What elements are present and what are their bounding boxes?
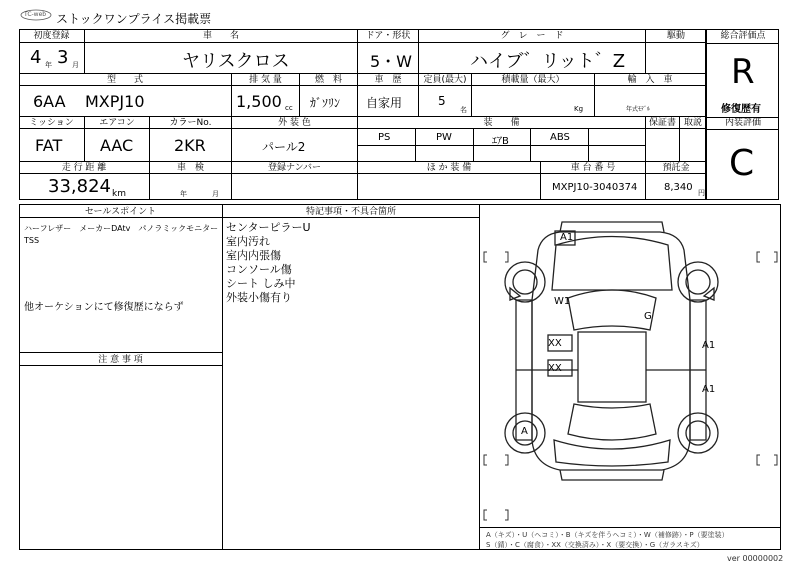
overall-score: R [731,52,755,92]
label-interior-eval: 内装評価 [724,118,761,128]
label-color-no: カラーNo. [169,118,212,128]
label-special: 特記事項・不具合箇所 [305,207,396,217]
car-diagram [505,222,718,480]
label-inspection: 車 検 [176,163,204,173]
first-reg-month-unit: 月 [72,61,79,69]
mark-a1-right-1: A1 [702,340,716,351]
logo-text: TC-web [24,11,47,18]
list-item: コンソール傷 [226,263,292,276]
list-item: 室内内張傷 [226,249,281,262]
exterior-color: パール2 [262,140,306,154]
equipment-item: PS [378,132,391,143]
mark-w1: W1 [554,296,571,307]
fuel: ｶﾞｿﾘﾝ [310,96,341,110]
label-deposit: 預託金 [662,163,690,173]
mission: FAT [35,136,63,155]
label-warranty: 保証書 [648,118,676,128]
equipment-item: PW [436,132,452,143]
label-chassis: 車 台 番 号 [570,163,616,173]
label-capacity: 定員(最大) [423,75,467,85]
label-drive: 駆動 [666,31,685,41]
mark-xx-1: XX [548,338,562,349]
special-notes-list [226,221,311,305]
grade: ハイブ゛リット゛Z [470,51,626,72]
sales-point-line: TSS [24,236,40,245]
label-first-reg: 初度登録 [33,31,70,41]
inspection-year: 年 [180,190,187,198]
mark-a1-top: A1 [560,232,574,243]
label-exterior: 外 装 色 [278,118,311,128]
form-title: ストックワンプライス掲載票 [56,12,212,26]
sales-point-line: 他オーケションにて修復歴にならず [24,302,184,313]
legend-line: A（キズ）・U（ヘコミ）・B（キズを伴うヘコミ）・W（補修跡）・P（要塗装） [486,531,729,539]
equipment-item: ABS [550,132,570,143]
mark-xx-2: XX [548,363,562,374]
label-import: 輸 入 車 [627,75,673,85]
label-model: 型 式 [106,75,143,85]
color-no: 2KR [174,136,206,155]
list-item: センターピラーU [226,221,311,234]
displacement-unit: cc [285,104,293,112]
label-notes: 注 意 事 項 [98,355,143,365]
chassis-number: MXPJ10-3040374 [552,182,638,193]
displacement: 1,500 [236,92,282,111]
label-car-name: 車 名 [202,31,239,41]
label-overall-eval: 総合評価点 [720,31,766,41]
overall-caption: 修復歴有 [721,104,761,115]
version-label: ver 00000002 [727,554,784,563]
capacity: 5 [438,94,446,108]
mark-a1-right-2: A1 [702,384,716,395]
label-aircon: エアコン [99,118,135,128]
label-load: 積載量（最大） [501,75,565,85]
capacity-unit: 名 [460,106,467,114]
legend-line: S（錆）・C（腐食）・XX（交換済み）・X（要交換）・G（ガラスキズ） [486,541,704,549]
usage: 自家用 [366,96,403,110]
load-unit: Kg [574,105,584,113]
mark-a-wheel: A [521,426,528,437]
label-fuel: 燃 料 [314,75,342,85]
list-item: シート しみ中 [226,277,296,290]
label-reg-number: 登録ナンバー [268,163,321,173]
model-prefix: 6AA [33,92,66,111]
sales-point-line: ハーフレザー メーカーDAtv パノラミックモニター [24,224,219,233]
label-mileage: 走 行 距 離 [61,163,107,173]
label-door-type: ドア・形状 [365,31,411,41]
mileage: 33,824 [48,176,111,197]
first-reg-month: 3 [57,47,69,68]
deposit-unit: 円 [698,189,705,197]
first-reg-year-unit: 年 [45,61,52,69]
label-usage: 車 歴 [374,75,402,85]
mark-g: G [644,311,652,322]
mileage-unit: km [112,189,126,199]
label-other-equip: ほ か 装 備 [426,163,472,173]
logo-icon [20,9,52,21]
list-item: 室内汚れ [226,235,270,248]
import-model-year: 年式ﾓﾃﾞﾙ [626,106,651,113]
car-name: ヤリスクロス [182,51,290,72]
label-record: 取説 [683,118,702,128]
door-type: 5・W [370,52,413,71]
deposit: 8,340 [664,182,693,193]
inspection-month: 月 [212,190,219,198]
model-code: MXPJ10 [85,92,145,111]
first-reg-year: 4 [30,47,42,68]
interior-score: C [729,143,755,184]
aircon: AAC [100,136,134,155]
label-sales-point: セールスポイント [84,207,157,217]
label-mission: ミッション [29,118,74,128]
label-displacement: 排 気 量 [249,75,282,85]
equipment-item: ｴｱB [492,136,509,147]
label-equipment: 装 備 [483,118,520,128]
label-grade: グ レ ー ド [500,31,564,41]
list-item: 外装小傷有り [226,291,292,304]
